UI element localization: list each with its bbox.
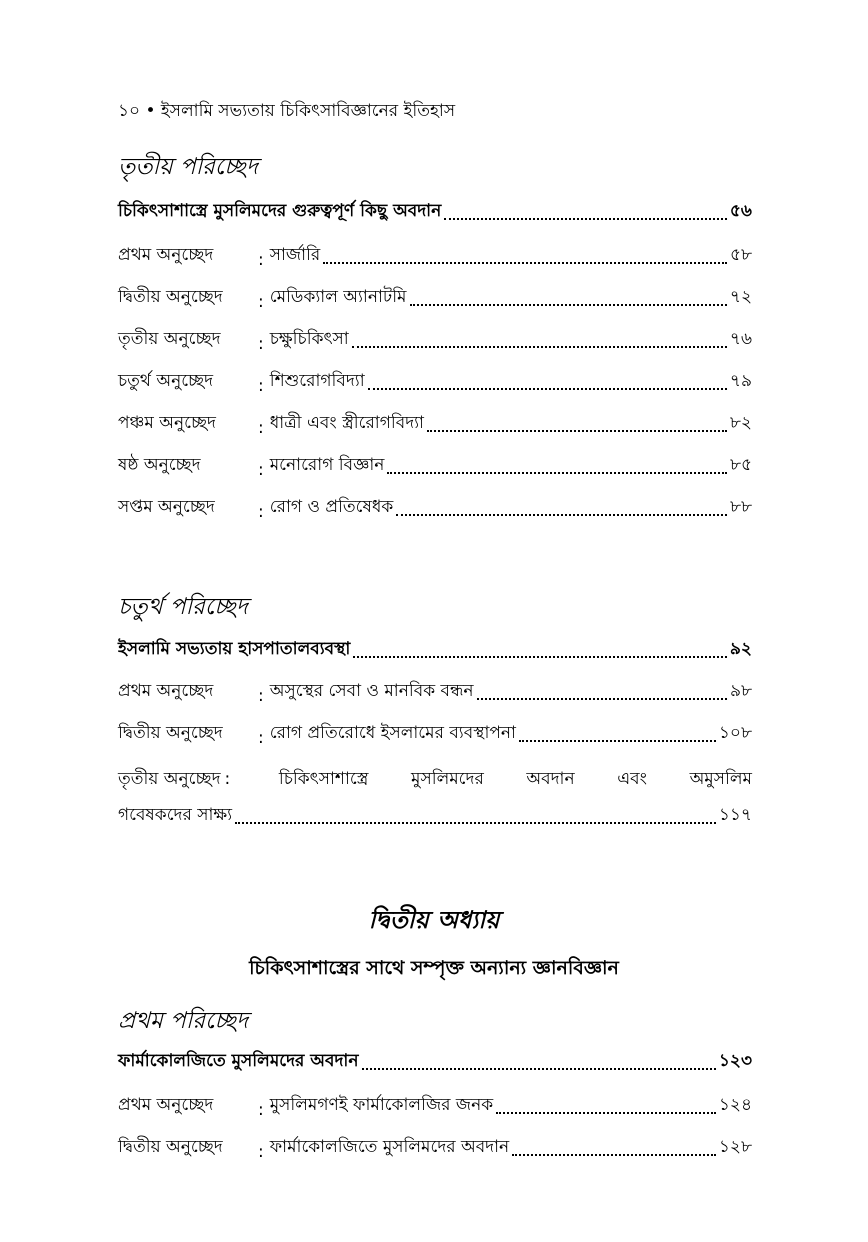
entry-label-group [118, 766, 236, 794]
dot-leader [410, 304, 727, 306]
page-number: ৯৮ [729, 681, 752, 701]
entry-title: মেডিক্যাল অ্যানাটমি [269, 287, 407, 307]
entry-separator: : [258, 376, 264, 396]
entry-title: ফার্মাকোলজিতে মুসলিমদের অবদান [118, 1051, 359, 1071]
toc-entry [118, 324, 752, 354]
entry-title-word: অবদান [526, 769, 575, 789]
dot-leader [362, 1068, 716, 1070]
entry-label: দ্বিতীয় অনুচ্ছেদ [118, 1137, 223, 1157]
entry-title-word: মুসলিমদের [411, 769, 484, 789]
dot-leader [519, 740, 716, 742]
entry-label: ষষ্ঠ অনুচ্ছেদ [118, 455, 201, 475]
entry-label: চতুর্থ অনুচ্ছেদ [118, 371, 214, 391]
page-number: ৯২ [729, 639, 752, 659]
entry-title: রোগ ও প্রতিষেধক [269, 497, 394, 517]
entry-label: পঞ্চম অনুচ্ছেদ [118, 413, 216, 433]
entry-label: তৃতীয় অনুচ্ছেদ [118, 769, 221, 789]
dot-leader [352, 346, 727, 348]
dot-leader [512, 1154, 716, 1156]
chapter-title: দ্বিতীয় অধ্যায় [368, 905, 500, 934]
entry-separator: : [258, 1100, 264, 1120]
entry-title-word: অমুসলিম [689, 769, 752, 789]
toc-main-entry [118, 196, 752, 226]
section-heading: প্রথম পরিচ্ছেদ [118, 1008, 249, 1034]
dot-leader [368, 388, 727, 390]
toc-entry [118, 492, 752, 522]
entry-label: প্রথম অনুচ্ছেদ [118, 245, 214, 265]
page-number: ১২৮ [718, 1137, 752, 1157]
section-heading: চতুর্থ পরিচ্ছেদ [118, 594, 248, 620]
page-number: ৮৮ [729, 497, 752, 517]
entry-title: চিকিৎসাশাস্ত্রে মুসলিমদের গুরুত্বপূর্ণ কিছু অবদান [118, 201, 442, 221]
entry-separator: : [258, 460, 264, 480]
dot-leader [444, 218, 727, 220]
entry-separator: : [258, 250, 264, 270]
entry-title: রোগ প্রতিরোধে ইসলামের ব্যবস্থাপনা [269, 723, 516, 743]
dot-leader [496, 1112, 716, 1114]
entry-title-word: এবং [617, 769, 647, 789]
entry-label: প্রথম অনুচ্ছেদ [118, 681, 214, 701]
toc-entry [118, 718, 752, 748]
entry-separator: : [258, 1142, 264, 1162]
entry-title: ফার্মাকোলজিতে মুসলিমদের অবদান [269, 1137, 510, 1157]
entry-separator: : [258, 292, 264, 312]
toc-main-entry [118, 634, 752, 664]
page-number: ১২৩ [718, 1051, 752, 1071]
toc-entry [118, 366, 752, 396]
page-number: ৫৬ [729, 201, 752, 221]
toc-entry [118, 450, 752, 480]
entry-separator: : [258, 502, 264, 522]
page-number: ৮২ [729, 413, 752, 433]
toc-entry [118, 1132, 752, 1162]
entry-separator: : [258, 728, 264, 748]
entry-title: চক্ষুচিকিৎসা [269, 329, 349, 349]
page-number: ১১৭ [718, 805, 752, 825]
dot-leader [427, 430, 727, 432]
toc-entry-wrapped-line2 [118, 800, 752, 830]
toc-entry-wrapped-line1 [118, 766, 752, 794]
dot-leader [235, 822, 716, 824]
dot-leader [477, 698, 727, 700]
entry-title: মনোরোগ বিজ্ঞান [269, 455, 385, 475]
page-number: ৮৫ [729, 455, 752, 475]
entry-label: প্রথম অনুচ্ছেদ [118, 1095, 214, 1115]
toc-entry [118, 282, 752, 312]
dot-leader [323, 262, 727, 264]
page-number: ৭৯ [729, 371, 752, 391]
dot-leader [353, 656, 727, 658]
page-number: ৭২ [729, 287, 752, 307]
entry-label: তৃতীয় অনুচ্ছেদ [118, 329, 221, 349]
entry-title: মুসলিমগণই ফার্মাকোলজির জনক [269, 1095, 494, 1115]
page-number: ১০৮ [718, 723, 752, 743]
toc-main-entry [118, 1046, 752, 1076]
entry-title: ইসলামি সভ্যতায় হাসপাতালব্যবস্থা [118, 639, 351, 659]
entry-title: শিশুরোগবিদ্যা [269, 371, 365, 391]
entry-separator: : [258, 686, 264, 706]
entry-title-word: চিকিৎসাশাস্ত্রে [278, 769, 369, 789]
toc-entry [118, 1090, 752, 1120]
entry-separator: : [224, 769, 231, 789]
page-number: ৫৮ [729, 245, 752, 265]
entry-label: দ্বিতীয় অনুচ্ছেদ [118, 287, 223, 307]
entry-label: সপ্তম অনুচ্ছেদ [118, 497, 215, 517]
entry-separator: : [258, 418, 264, 438]
entry-title: সার্জারি [269, 245, 321, 265]
running-header: ১০ • ইসলামি সভ্যতায় চিকিৎসাবিজ্ঞানের ইতিহাস [118, 101, 456, 121]
section-heading: তৃতীয় পরিচ্ছেদ [118, 154, 258, 180]
toc-entry [118, 676, 752, 706]
entry-title: গবেষকদের সাক্ষ্য [118, 805, 233, 825]
chapter-subtitle: চিকিৎসাশাস্ত্রের সাথে সম্পৃক্ত অন্যান্য জ্ঞানবিজ্ঞান [249, 957, 619, 979]
page-number: ৭৬ [729, 329, 752, 349]
toc-entry [118, 408, 752, 438]
entry-title: অসুস্থের সেবা ও মানবিক বন্ধন [269, 681, 474, 701]
entry-separator: : [258, 334, 264, 354]
entry-title: ধাত্রী এবং স্ত্রীরোগবিদ্যা [269, 413, 424, 433]
toc-entry [118, 240, 752, 270]
entry-label: দ্বিতীয় অনুচ্ছেদ [118, 723, 223, 743]
dot-leader [396, 514, 727, 516]
dot-leader [387, 472, 727, 474]
page-number: ১২৪ [718, 1095, 752, 1115]
